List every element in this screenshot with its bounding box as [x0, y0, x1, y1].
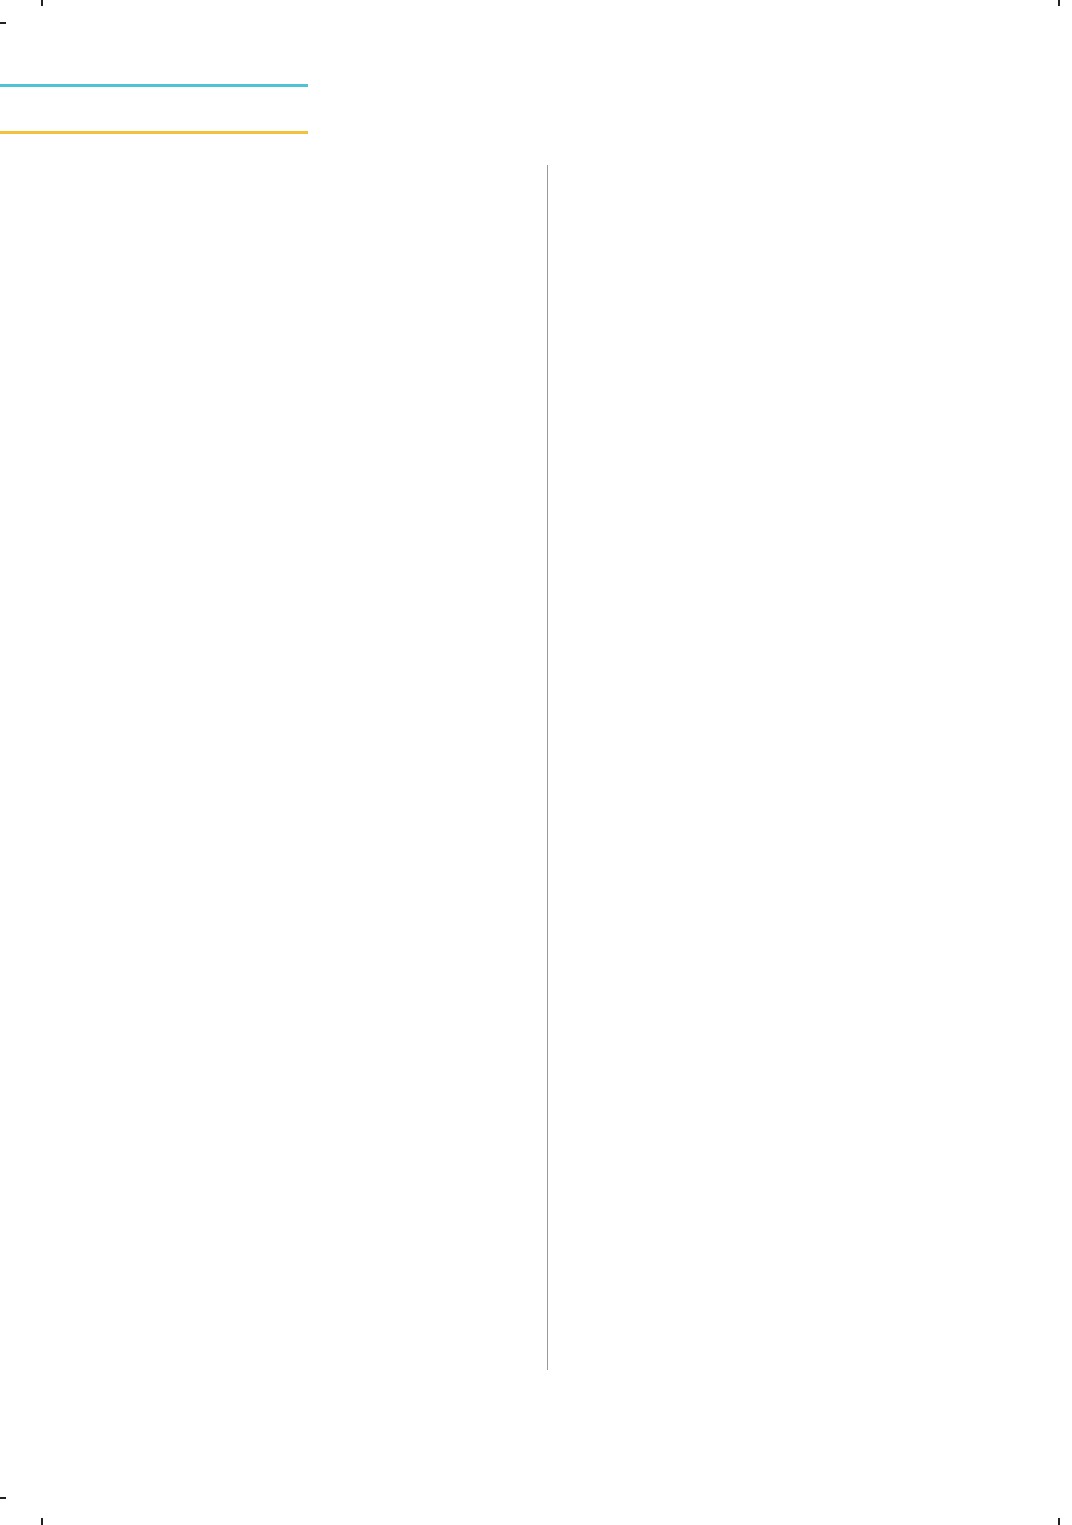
section-title	[0, 87, 308, 131]
header-bottom-rule	[0, 131, 308, 134]
crop-mark	[1058, 0, 1060, 6]
crop-mark	[41, 1518, 43, 1525]
column-divider	[547, 165, 548, 1370]
crop-mark	[0, 1497, 6, 1499]
crop-mark	[0, 22, 6, 24]
crop-mark	[1058, 1518, 1060, 1525]
crop-mark	[41, 0, 43, 6]
page-footer	[112, 1392, 134, 1432]
section-header	[0, 84, 308, 134]
